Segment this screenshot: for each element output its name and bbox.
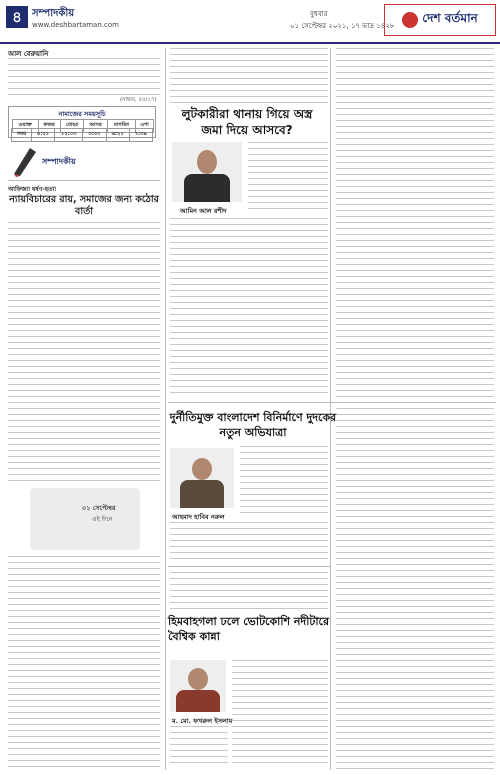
divider [8,180,160,181]
story2-body [240,446,328,516]
prayer-times-title: নামাজের সময়সূচি [58,110,106,118]
prayer-header: এশা [136,120,154,133]
story1-body-cont [170,218,328,398]
calendar-image [30,488,140,550]
prayer-header: ফজর [38,120,60,133]
editorial-headline: ন্যায়বিচারের রায়, সমাজের জন্য কঠোর বার্তা [9,194,159,217]
prayer-header: ওয়াক্ত [13,120,39,133]
site-url[interactable]: www.deshbartaman.com [32,21,119,29]
story1-headline[interactable]: লুটকারীরা থানায় গিয়ে অস্ত্র জমা দিয়ে আসবে? [181,107,313,137]
story2-body-cont [170,522,328,564]
prayer-time: ১২:০৩ [55,129,83,142]
logo-text: দেশ বর্তমান [422,11,478,25]
masthead [0,0,500,44]
story1-author: আমিন আল রশীদ [180,207,227,215]
editorial-kicker: আফিজ্যা ধর্ষণ-হত্যা [8,186,56,193]
story3-headline[interactable]: হিমবাহগলা ঢলে ভোটকোশি নদীটারে বৈশ্বিক কান্না [168,615,329,643]
quote-byline: আল বেরুয়ানি [8,50,49,58]
editorial-label: সম্পাদকীয় [42,157,76,166]
story1-body-col2 [336,48,494,398]
section-name: সম্পাদকীয় [32,8,75,19]
story3-body-cont [170,726,228,768]
logo-emblem-icon [402,12,418,28]
header-day: বুধবার [310,10,328,18]
prayer-times-row [11,128,153,142]
history-list [8,556,160,768]
story3-body [232,660,328,768]
calendar-date: ০১ সেপ্টেম্বর [82,504,116,512]
header-date: ০১ সেপ্টেম্বর ২০২১, ১৭ ভাদ্র ১৪২৮ [290,22,395,30]
editorial-body [8,222,160,484]
story1-author-photo [172,142,242,202]
story2-body-col2 [336,408,494,770]
prayer-time: ৩:৩০ [83,129,106,142]
story1-intro [170,48,328,104]
prayer-header: আসর [84,120,108,133]
column-rule [330,48,331,770]
column-rule [165,48,166,770]
quote-citation: (নাম্বার, ৫৫/১৭) [120,97,157,103]
calendar-subtitle: এই দিনে [92,516,113,523]
newspaper-logo [384,4,496,36]
story3-intro [170,572,328,610]
prayer-time-label: সময় [12,129,32,142]
story1-body [248,142,328,212]
prayer-time: ৪:২১ [32,129,55,142]
story2-author-photo [170,448,234,508]
story2-headline[interactable]: দুর্নীতিমুক্ত বাংলাদেশ বিনির্মাণে দুদকের নতুন অভিযাত্রা [169,411,337,439]
prayer-header: মাগরিব [108,120,136,133]
prayer-time: ৭:৩৯ [129,129,152,142]
story2-author: আহমাদ হাবিব নরুল [172,513,225,521]
story3-author: ম. মো. ফখরুল ইসলাম [172,717,233,725]
divider [168,402,496,403]
story3-author-photo [170,660,226,712]
prayer-time: ৬:২১ [106,129,129,142]
prayer-header: যোহর [60,120,84,133]
page-number: ৪ [6,6,28,28]
quote-text [8,58,160,96]
divider [168,566,330,567]
